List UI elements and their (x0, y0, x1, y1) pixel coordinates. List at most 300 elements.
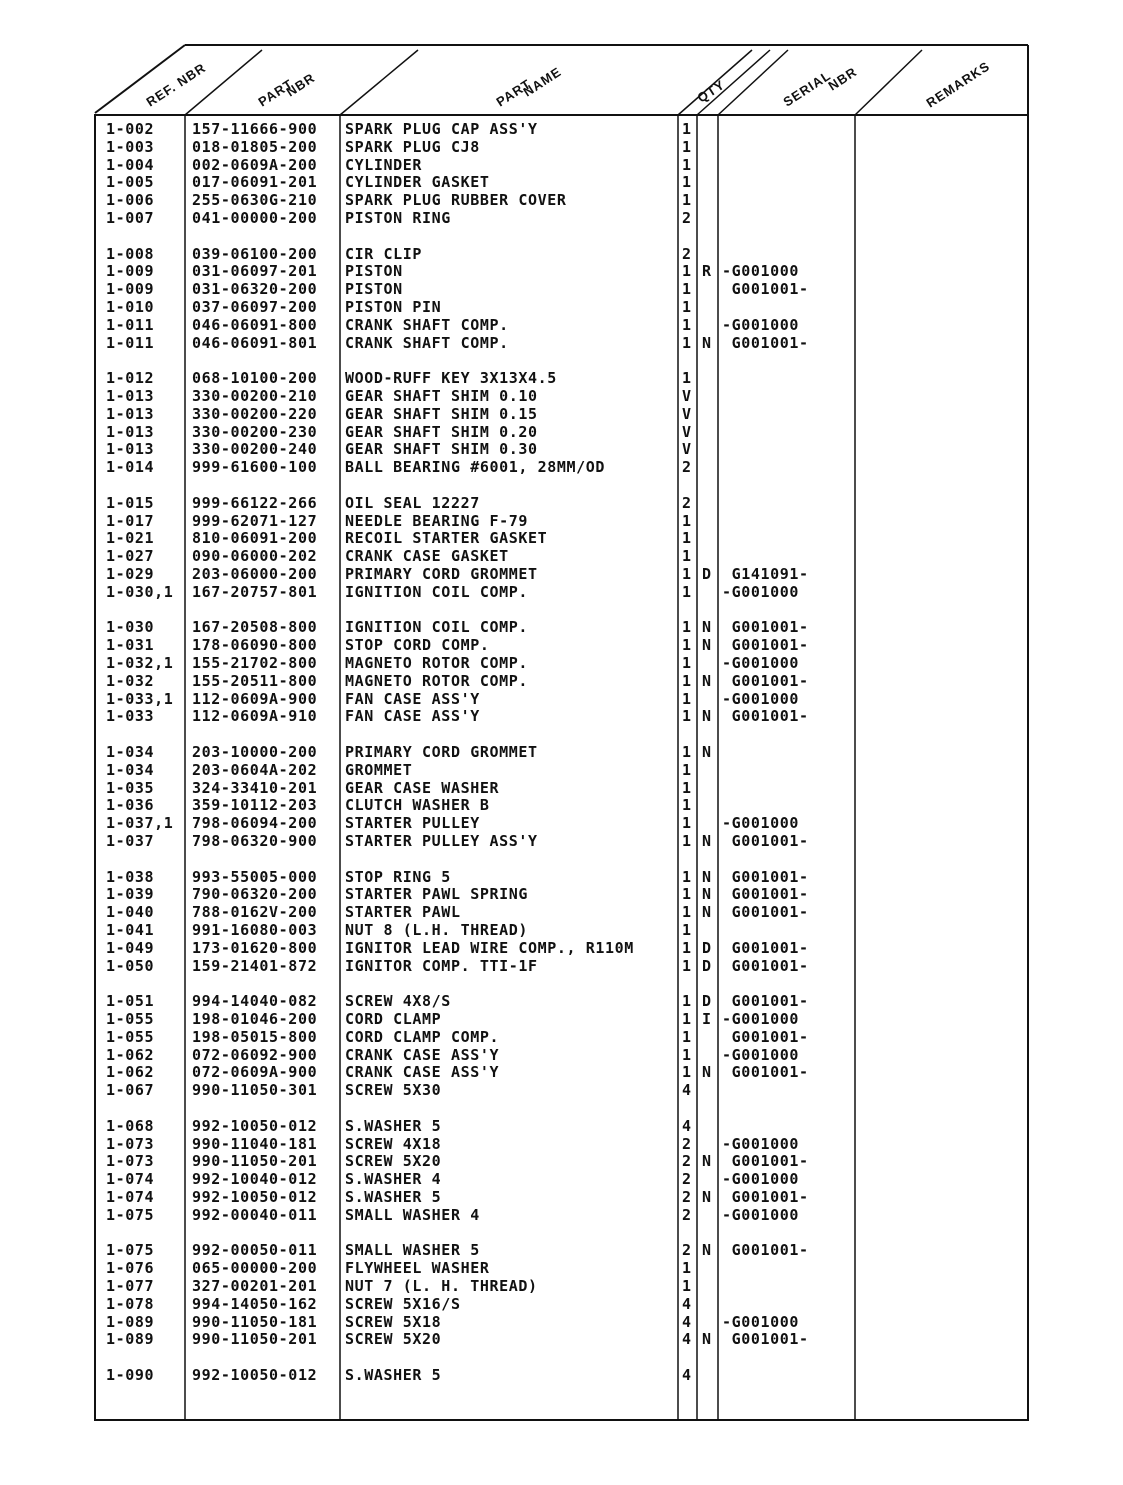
qty-cell: V (682, 422, 692, 441)
part-nbr-cell: 068-10100-200 (192, 369, 318, 388)
part-nbr-cell: 046-06091-800 (192, 315, 318, 334)
ref-nbr-cell: 1-013 (106, 440, 155, 459)
part-name-cell: IGNITOR COMP. TTI-1F (345, 956, 538, 975)
part-name-cell: CYLINDER GASKET (345, 173, 490, 192)
part-nbr-cell: 990-11050-201 (192, 1152, 318, 1171)
header-serial: SERIAL (780, 67, 834, 110)
part-name-cell: WOOD-RUFF KEY 3X13X4.5 (345, 369, 557, 388)
ref-nbr-cell: 1-032,1 (106, 654, 174, 672)
qty-cell: 1 (682, 618, 692, 637)
part-name-cell: PISTON PIN (345, 298, 442, 316)
part-nbr-cell: 065-00000-200 (192, 1259, 318, 1278)
code-cell: D (702, 938, 712, 957)
part-nbr-cell: 203-0604A-202 (192, 760, 318, 779)
ref-nbr-cell: 1-007 (106, 209, 155, 227)
part-name-cell: GEAR CASE WASHER (345, 778, 500, 797)
part-name-cell: RECOIL STARTER GASKET (345, 529, 548, 548)
part-name-cell: FAN CASE ASS'Y (345, 689, 480, 708)
part-name-cell: CIR CLIP (345, 244, 423, 263)
code-cell: N (702, 333, 712, 352)
qty-cell: 1 (682, 582, 692, 601)
ref-nbr-cell: 1-062 (106, 1045, 155, 1064)
part-name-cell: SCREW 4X18 (345, 1134, 442, 1153)
part-nbr-cell: 993-55005-000 (192, 867, 318, 886)
qty-cell: 1 (682, 743, 692, 761)
ref-nbr-cell: 1-034 (106, 743, 155, 761)
part-name-cell: SCREW 5X16/S (345, 1294, 461, 1313)
qty-cell: 1 (682, 280, 692, 299)
serial-nbr-cell: -G001000 (722, 1134, 800, 1153)
qty-cell: 1 (682, 262, 692, 281)
part-name-cell: CORD CLAMP (345, 1010, 442, 1028)
part-name-cell: BALL BEARING #6001, 28MM/OD (345, 458, 606, 477)
ref-nbr-cell: 1-008 (106, 244, 155, 263)
part-nbr-cell: 999-66122-266 (192, 493, 318, 512)
serial-nbr-cell: G001001- (722, 832, 809, 850)
part-nbr-cell: 990-11050-301 (192, 1081, 318, 1100)
ref-nbr-cell: 1-003 (106, 137, 155, 156)
qty-cell: 1 (682, 654, 692, 672)
code-cell: N (702, 885, 712, 904)
qty-cell: 2 (682, 244, 692, 263)
qty-cell: 2 (682, 1152, 692, 1171)
qty-cell: 1 (682, 191, 692, 210)
ref-nbr-cell: 1-021 (106, 529, 155, 548)
ref-nbr-cell: 1-074 (106, 1170, 155, 1189)
part-nbr-cell: 203-06000-200 (192, 565, 318, 583)
part-nbr-cell: 330-00200-210 (192, 387, 318, 405)
part-name-cell: CRANK CASE ASS'Y (345, 1045, 500, 1064)
part-name-cell: GEAR SHAFT SHIM 0.15 (345, 404, 538, 423)
header-part-nbr: NBR (283, 69, 318, 100)
code-cell: N (702, 1241, 712, 1260)
qty-cell: V (682, 387, 692, 405)
ref-nbr-cell: 1-075 (106, 1241, 155, 1260)
serial-nbr-cell: -G001000 (722, 1045, 800, 1064)
header-part-name-part: PART (493, 76, 534, 110)
header-part-name: NAME (520, 63, 565, 100)
part-name-cell: NEEDLE BEARING F-79 (345, 511, 528, 530)
ref-nbr-cell: 1-010 (106, 298, 155, 316)
part-nbr-cell: 167-20508-800 (192, 618, 318, 637)
serial-nbr-cell: -G001000 (722, 814, 800, 833)
ref-nbr-cell: 1-030 (106, 618, 155, 637)
ref-nbr-cell: 1-062 (106, 1063, 155, 1082)
part-name-cell: GEAR SHAFT SHIM 0.20 (345, 422, 538, 441)
part-name-cell: SMALL WASHER 5 (345, 1241, 480, 1260)
part-nbr-cell: 090-06000-202 (192, 547, 318, 566)
part-name-cell: GEAR SHAFT SHIM 0.10 (345, 387, 538, 405)
part-nbr-cell: 994-14040-082 (192, 992, 318, 1011)
part-name-cell: STOP CORD COMP. (345, 636, 490, 655)
part-nbr-cell: 031-06097-201 (192, 262, 318, 281)
serial-nbr-cell: G001001- (722, 938, 809, 957)
part-nbr-cell: 198-05015-800 (192, 1027, 318, 1046)
part-nbr-cell: 112-0609A-900 (192, 689, 318, 708)
ref-nbr-cell: 1-090 (106, 1366, 155, 1384)
part-nbr-cell: 990-11050-201 (192, 1330, 318, 1349)
part-nbr-cell: 017-06091-201 (192, 173, 318, 192)
part-name-cell: MAGNETO ROTOR COMP. (345, 654, 528, 672)
ref-nbr-cell: 1-049 (106, 938, 155, 957)
part-name-cell: SCREW 5X18 (345, 1312, 442, 1331)
code-cell: R (702, 262, 712, 281)
ref-nbr-cell: 1-009 (106, 280, 155, 299)
ref-nbr-cell: 1-055 (106, 1027, 155, 1046)
ref-nbr-cell: 1-005 (106, 173, 155, 192)
ref-nbr-cell: 1-013 (106, 422, 155, 441)
qty-cell: 1 (682, 867, 692, 886)
ref-nbr-cell: 1-012 (106, 369, 155, 388)
ref-nbr-cell: 1-089 (106, 1312, 155, 1331)
part-nbr-cell: 178-06090-800 (192, 636, 318, 655)
part-name-cell: SPARK PLUG CAP ASS'Y (345, 120, 538, 138)
part-nbr-cell: 255-0630G-210 (192, 191, 318, 210)
part-name-cell: CORD CLAMP COMP. (345, 1027, 500, 1046)
qty-cell: 1 (682, 547, 692, 566)
part-nbr-cell: 155-21702-800 (192, 654, 318, 672)
part-name-cell: FAN CASE ASS'Y (345, 707, 480, 726)
part-name-cell: SPARK PLUG CJ8 (345, 137, 480, 156)
code-cell: N (702, 671, 712, 690)
part-name-cell: MAGNETO ROTOR COMP. (345, 671, 528, 690)
part-nbr-cell: 330-00200-220 (192, 404, 318, 423)
qty-cell: 2 (682, 209, 692, 227)
code-cell: D (702, 992, 712, 1011)
part-name-cell: GROMMET (345, 760, 413, 779)
ref-nbr-cell: 1-011 (106, 333, 155, 352)
part-name-cell: PRIMARY CORD GROMMET (345, 743, 538, 761)
part-nbr-cell: 999-61600-100 (192, 458, 318, 477)
part-name-cell: STARTER PULLEY (345, 814, 480, 833)
qty-cell: 1 (682, 921, 692, 939)
qty-cell: 1 (682, 1063, 692, 1082)
part-nbr-cell: 039-06100-200 (192, 244, 318, 263)
qty-cell: V (682, 404, 692, 423)
part-nbr-cell: 994-14050-162 (192, 1294, 318, 1313)
header-qty: QTY (694, 76, 728, 106)
ref-nbr-cell: 1-015 (106, 493, 155, 512)
part-name-cell: OIL SEAL 12227 (345, 493, 480, 512)
header-serial-nbr: NBR (825, 63, 860, 94)
part-nbr-cell: 159-21401-872 (192, 956, 318, 975)
ref-nbr-cell: 1-037 (106, 832, 155, 850)
serial-nbr-cell: G001001- (722, 671, 809, 690)
serial-nbr-cell: G001001- (722, 903, 809, 922)
part-nbr-cell: 072-0609A-900 (192, 1063, 318, 1082)
ref-nbr-cell: 1-013 (106, 387, 155, 405)
part-name-cell: CRANK CASE GASKET (345, 547, 509, 566)
part-nbr-cell: 203-10000-200 (192, 743, 318, 761)
qty-cell: 1 (682, 315, 692, 334)
ref-nbr-cell: 1-078 (106, 1294, 155, 1313)
part-name-cell: NUT 7 (L. H. THREAD) (345, 1277, 538, 1295)
ref-nbr-cell: 1-073 (106, 1134, 155, 1153)
ref-nbr-cell: 1-006 (106, 191, 155, 210)
qty-cell: 1 (682, 173, 692, 192)
qty-cell: 1 (682, 1259, 692, 1278)
serial-nbr-cell: -G001000 (722, 315, 800, 334)
serial-nbr-cell: G001001- (722, 333, 809, 352)
ref-nbr-cell: 1-013 (106, 404, 155, 423)
part-nbr-cell: 992-10050-012 (192, 1188, 318, 1206)
part-name-cell: SPARK PLUG RUBBER COVER (345, 191, 567, 210)
serial-nbr-cell: -G001000 (722, 654, 800, 672)
qty-cell: 1 (682, 832, 692, 850)
qty-cell: 1 (682, 1277, 692, 1295)
part-nbr-cell: 992-00040-011 (192, 1205, 318, 1224)
part-name-cell: CRANK CASE ASS'Y (345, 1063, 500, 1082)
serial-nbr-cell: -G001000 (722, 1170, 800, 1189)
ref-nbr-cell: 1-039 (106, 885, 155, 904)
part-nbr-cell: 990-11040-181 (192, 1134, 318, 1153)
ref-nbr-cell: 1-035 (106, 778, 155, 797)
qty-cell: 1 (682, 760, 692, 779)
part-name-cell: CLUTCH WASHER B (345, 796, 490, 815)
qty-cell: 4 (682, 1366, 692, 1384)
ref-nbr-cell: 1-009 (106, 262, 155, 281)
qty-cell: 1 (682, 956, 692, 975)
ref-nbr-cell: 1-050 (106, 956, 155, 975)
header-ref-nbr: REF. NBR (143, 59, 209, 110)
qty-cell: 1 (682, 1027, 692, 1046)
part-name-cell: IGNITOR LEAD WIRE COMP., R110M (345, 938, 634, 957)
ref-nbr-cell: 1-002 (106, 120, 155, 138)
ref-nbr-cell: 1-073 (106, 1152, 155, 1171)
part-name-cell: NUT 8 (L.H. THREAD) (345, 921, 528, 939)
part-nbr-cell: 992-10040-012 (192, 1170, 318, 1189)
part-nbr-cell: 991-16080-003 (192, 921, 318, 939)
code-cell: N (702, 636, 712, 655)
qty-cell: 2 (682, 493, 692, 512)
serial-nbr-cell: G001001- (722, 1063, 809, 1082)
serial-nbr-cell: G001001- (722, 618, 809, 637)
serial-nbr-cell: G001001- (722, 1241, 809, 1260)
qty-cell: 4 (682, 1116, 692, 1135)
qty-cell: V (682, 440, 692, 459)
serial-nbr-cell: G001001- (722, 1152, 809, 1171)
code-cell: N (702, 743, 712, 761)
header-remarks: REMARKS (923, 58, 993, 111)
qty-cell: 1 (682, 298, 692, 316)
ref-nbr-cell: 1-075 (106, 1205, 155, 1224)
serial-nbr-cell: -G001000 (722, 1312, 800, 1331)
part-nbr-cell: 330-00200-240 (192, 440, 318, 459)
qty-cell: 1 (682, 778, 692, 797)
qty-cell: 4 (682, 1294, 692, 1313)
part-nbr-cell: 167-20757-801 (192, 582, 318, 601)
serial-nbr-cell: -G001000 (722, 1205, 800, 1224)
part-nbr-cell: 810-06091-200 (192, 529, 318, 548)
ref-nbr-cell: 1-030,1 (106, 582, 174, 601)
part-name-cell: IGNITION COIL COMP. (345, 618, 528, 637)
ref-nbr-cell: 1-077 (106, 1277, 155, 1295)
part-name-cell: SMALL WASHER 4 (345, 1205, 480, 1224)
part-name-cell: S.WASHER 5 (345, 1116, 442, 1135)
serial-nbr-cell: G001001- (722, 867, 809, 886)
code-cell: N (702, 867, 712, 886)
ref-nbr-cell: 1-031 (106, 636, 155, 655)
part-nbr-cell: 002-0609A-200 (192, 155, 318, 174)
qty-cell: 1 (682, 120, 692, 138)
qty-cell: 1 (682, 938, 692, 957)
part-nbr-cell: 155-20511-800 (192, 671, 318, 690)
part-nbr-cell: 157-11666-900 (192, 120, 318, 138)
ref-nbr-cell: 1-089 (106, 1330, 155, 1349)
serial-nbr-cell: G001001- (722, 885, 809, 904)
code-cell: I (702, 1010, 712, 1028)
qty-cell: 1 (682, 565, 692, 583)
qty-cell: 1 (682, 333, 692, 352)
part-nbr-cell: 198-01046-200 (192, 1010, 318, 1028)
qty-cell: 1 (682, 707, 692, 726)
qty-cell: 4 (682, 1312, 692, 1331)
code-cell: N (702, 1152, 712, 1171)
code-cell: N (702, 1063, 712, 1082)
part-nbr-cell: 992-10050-012 (192, 1366, 318, 1384)
part-name-cell: FLYWHEEL WASHER (345, 1259, 490, 1278)
qty-cell: 1 (682, 903, 692, 922)
qty-cell: 2 (682, 1205, 692, 1224)
ref-nbr-cell: 1-055 (106, 1010, 155, 1028)
part-name-cell: S.WASHER 4 (345, 1170, 442, 1189)
part-name-cell: SCREW 5X20 (345, 1152, 442, 1171)
part-nbr-cell: 790-06320-200 (192, 885, 318, 904)
qty-cell: 1 (682, 511, 692, 530)
part-name-cell: SCREW 5X20 (345, 1330, 442, 1349)
ref-nbr-cell: 1-036 (106, 796, 155, 815)
qty-cell: 1 (682, 992, 692, 1011)
qty-cell: 4 (682, 1081, 692, 1100)
part-name-cell: STARTER PULLEY ASS'Y (345, 832, 538, 850)
ref-nbr-cell: 1-004 (106, 155, 155, 174)
part-nbr-cell: 327-00201-201 (192, 1277, 318, 1295)
part-name-cell: PISTON RING (345, 209, 451, 227)
part-nbr-cell: 990-11050-181 (192, 1312, 318, 1331)
ref-nbr-cell: 1-068 (106, 1116, 155, 1135)
qty-cell: 1 (682, 529, 692, 548)
part-nbr-cell: 031-06320-200 (192, 280, 318, 299)
ref-nbr-cell: 1-074 (106, 1188, 155, 1206)
header-part: PART (255, 76, 296, 110)
serial-nbr-cell: G001001- (722, 1330, 809, 1349)
part-name-cell: S.WASHER 5 (345, 1188, 442, 1206)
serial-nbr-cell: G001001- (722, 280, 809, 299)
code-cell: D (702, 565, 712, 583)
part-nbr-cell: 798-06320-900 (192, 832, 318, 850)
part-name-cell: PISTON (345, 262, 403, 281)
ref-nbr-cell: 1-040 (106, 903, 155, 922)
part-nbr-cell: 999-62071-127 (192, 511, 318, 530)
part-name-cell: GEAR SHAFT SHIM 0.30 (345, 440, 538, 459)
ref-nbr-cell: 1-029 (106, 565, 155, 583)
part-name-cell: SCREW 5X30 (345, 1081, 442, 1100)
serial-nbr-cell: G001001- (722, 1188, 809, 1206)
part-name-cell: CRANK SHAFT COMP. (345, 333, 509, 352)
qty-cell: 1 (682, 671, 692, 690)
part-nbr-cell: 112-0609A-910 (192, 707, 318, 726)
qty-cell: 1 (682, 1010, 692, 1028)
part-name-cell: IGNITION COIL COMP. (345, 582, 528, 601)
part-nbr-cell: 788-0162V-200 (192, 903, 318, 922)
ref-nbr-cell: 1-067 (106, 1081, 155, 1100)
code-cell: N (702, 1330, 712, 1349)
serial-nbr-cell: -G001000 (722, 1010, 800, 1028)
qty-cell: 2 (682, 1188, 692, 1206)
ref-nbr-cell: 1-041 (106, 921, 155, 939)
ref-nbr-cell: 1-076 (106, 1259, 155, 1278)
part-nbr-cell: 798-06094-200 (192, 814, 318, 833)
code-cell: N (702, 707, 712, 726)
qty-cell: 1 (682, 369, 692, 388)
part-name-cell: PISTON (345, 280, 403, 299)
qty-cell: 1 (682, 155, 692, 174)
part-name-cell: STOP RING 5 (345, 867, 451, 886)
ref-nbr-cell: 1-051 (106, 992, 155, 1011)
code-cell: D (702, 956, 712, 975)
serial-nbr-cell: G001001- (722, 636, 809, 655)
qty-cell: 4 (682, 1330, 692, 1349)
serial-nbr-cell: G141091- (722, 565, 809, 583)
part-nbr-cell: 072-06092-900 (192, 1045, 318, 1064)
part-nbr-cell: 992-00050-011 (192, 1241, 318, 1260)
qty-cell: 1 (682, 814, 692, 833)
serial-nbr-cell: G001001- (722, 707, 809, 726)
part-nbr-cell: 359-10112-203 (192, 796, 318, 815)
part-nbr-cell: 324-33410-201 (192, 778, 318, 797)
ref-nbr-cell: 1-038 (106, 867, 155, 886)
ref-nbr-cell: 1-033,1 (106, 689, 174, 708)
code-cell: N (702, 1188, 712, 1206)
qty-cell: 1 (682, 796, 692, 815)
code-cell: N (702, 832, 712, 850)
ref-nbr-cell: 1-034 (106, 760, 155, 779)
serial-nbr-cell: -G001000 (722, 262, 800, 281)
ref-nbr-cell: 1-011 (106, 315, 155, 334)
part-name-cell: PRIMARY CORD GROMMET (345, 565, 538, 583)
qty-cell: 1 (682, 689, 692, 708)
qty-cell: 2 (682, 1241, 692, 1260)
serial-nbr-cell: G001001- (722, 1027, 809, 1046)
serial-nbr-cell: -G001000 (722, 689, 800, 708)
ref-nbr-cell: 1-027 (106, 547, 155, 566)
qty-cell: 2 (682, 458, 692, 477)
part-name-cell: STARTER PAWL SPRING (345, 885, 528, 904)
serial-nbr-cell: G001001- (722, 956, 809, 975)
qty-cell: 1 (682, 636, 692, 655)
code-cell: N (702, 903, 712, 922)
serial-nbr-cell: -G001000 (722, 582, 800, 601)
part-nbr-cell: 018-01805-200 (192, 137, 318, 156)
ref-nbr-cell: 1-033 (106, 707, 155, 726)
part-name-cell: STARTER PAWL (345, 903, 461, 922)
part-nbr-cell: 037-06097-200 (192, 298, 318, 316)
ref-nbr-cell: 1-032 (106, 671, 155, 690)
part-nbr-cell: 046-06091-801 (192, 333, 318, 352)
qty-cell: 1 (682, 137, 692, 156)
part-name-cell: S.WASHER 5 (345, 1366, 442, 1384)
qty-cell: 1 (682, 885, 692, 904)
serial-nbr-cell: G001001- (722, 992, 809, 1011)
qty-cell: 1 (682, 1045, 692, 1064)
part-nbr-cell: 173-01620-800 (192, 938, 318, 957)
qty-cell: 2 (682, 1134, 692, 1153)
code-cell: N (702, 618, 712, 637)
ref-nbr-cell: 1-014 (106, 458, 155, 477)
part-name-cell: CRANK SHAFT COMP. (345, 315, 509, 334)
part-nbr-cell: 992-10050-012 (192, 1116, 318, 1135)
ref-nbr-cell: 1-037,1 (106, 814, 174, 833)
